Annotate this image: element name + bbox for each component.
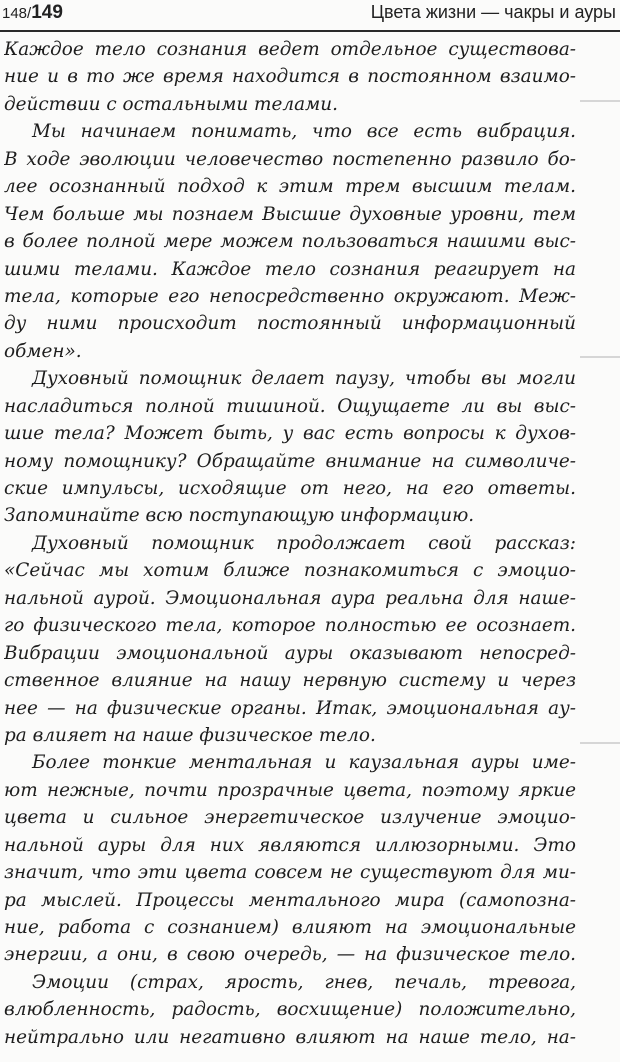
text-line: Мы начинаем понимать, что все есть вибрация.: [32, 121, 576, 143]
bleed-through-mark: [580, 742, 620, 744]
text-line: влюбленность, радость, восхищение) положительно,: [4, 999, 576, 1021]
text-line: в более полной мере можем пользоваться нашими выс-: [4, 231, 576, 253]
text-line: Чем больше мы познаем Высшие духовные уровни, тем: [4, 203, 576, 225]
page-number: [2, 2, 63, 24]
text-line: «Сейчас мы хотим ближе познакомиться с эмоцио-: [4, 560, 576, 582]
body-text: [4, 36, 576, 1051]
bleed-through-mark: [580, 356, 620, 358]
text-line: Эмоции (страх, ярость, гнев, печаль, тревога,: [32, 971, 576, 993]
text-line: насладиться полной тишиной. Ощущаете ли вы выс-: [4, 395, 576, 417]
text-line: Духовный помощник делает паузу, чтобы вы могли: [32, 368, 576, 390]
text-line: го физического тела, которое полностью ее осознает.: [4, 615, 576, 637]
text-line: ние, работа с сознанием) влияют на эмоциональные: [4, 917, 576, 938]
text-line: ские импульсы, исходящие от него, на его ответы.: [4, 478, 576, 499]
text-line: ра влияет на наше физическое тело.: [4, 724, 376, 746]
text-line: Запоминайте всю поступающую информацию.: [4, 505, 475, 527]
text-line: Каждое тело сознания ведет отдельное существова-: [4, 39, 576, 60]
text-line: ние и в то же время находится в постоянном взаимо-: [4, 66, 576, 88]
text-line: Вибрации эмоциональной ауры оказывают непосред-: [4, 642, 576, 664]
text-line: обмен».: [4, 340, 82, 362]
text-line: нальной аурой. Эмоциональная аура реальна для наше-: [4, 587, 576, 609]
text-line: ному помощнику? Обращайте внимание на символиче-: [4, 450, 576, 472]
text-line: тела, которые его непосредственно окружают. Меж-: [4, 285, 576, 307]
text-line: нее — на физические органы. Итак, эмоциональная ау-: [4, 697, 576, 719]
text-line: энергии, а они, в свою очередь, — на физическое тело.: [4, 944, 576, 966]
text-line: Более тонкие ментальная и каузальная ауры име-: [32, 752, 576, 774]
text-line: цвета и сильное энергетическое излучение эмоцио-: [4, 807, 576, 829]
text-line: ственное влияние на нашу нервную систему и через: [4, 670, 576, 692]
text-line: лее осознанный подход к этим трем высшим телам.: [4, 176, 576, 198]
text-line: действии с остальными телами.: [4, 93, 338, 115]
text-line: Духовный помощник продолжает свой рассказ:: [32, 532, 576, 554]
bleed-through-mark: [580, 100, 620, 102]
page-header: [0, 0, 620, 32]
text-line: шими телами. Каждое тело сознания реагирует на: [4, 258, 576, 280]
text-line: нальной ауры для них являются иллюзорными. Это: [4, 834, 576, 856]
text-line: значит, что эти цвета совсем не существуют для ми-: [4, 862, 576, 884]
text-line: ют нежные, почти прозрачные цвета, поэтому яркие: [4, 779, 576, 801]
text-line: ду ними происходит постоянный информационный: [4, 313, 576, 335]
text-line: шие тела? Может быть, у вас есть вопросы к духов-: [4, 423, 576, 445]
page-number-prefix: 148/: [2, 5, 32, 22]
page-number-main: 149: [31, 2, 63, 23]
text-line: В ходе эволюции человечество постепенно развило бо-: [4, 148, 576, 170]
text-line: нейтрально или негативно влияют на наше тело, на-: [4, 1026, 576, 1048]
text-line: ра мыслей. Процессы ментального мира (самопозна-: [4, 889, 576, 911]
running-title: Цвета жизни — чакры и ауры: [370, 2, 616, 22]
